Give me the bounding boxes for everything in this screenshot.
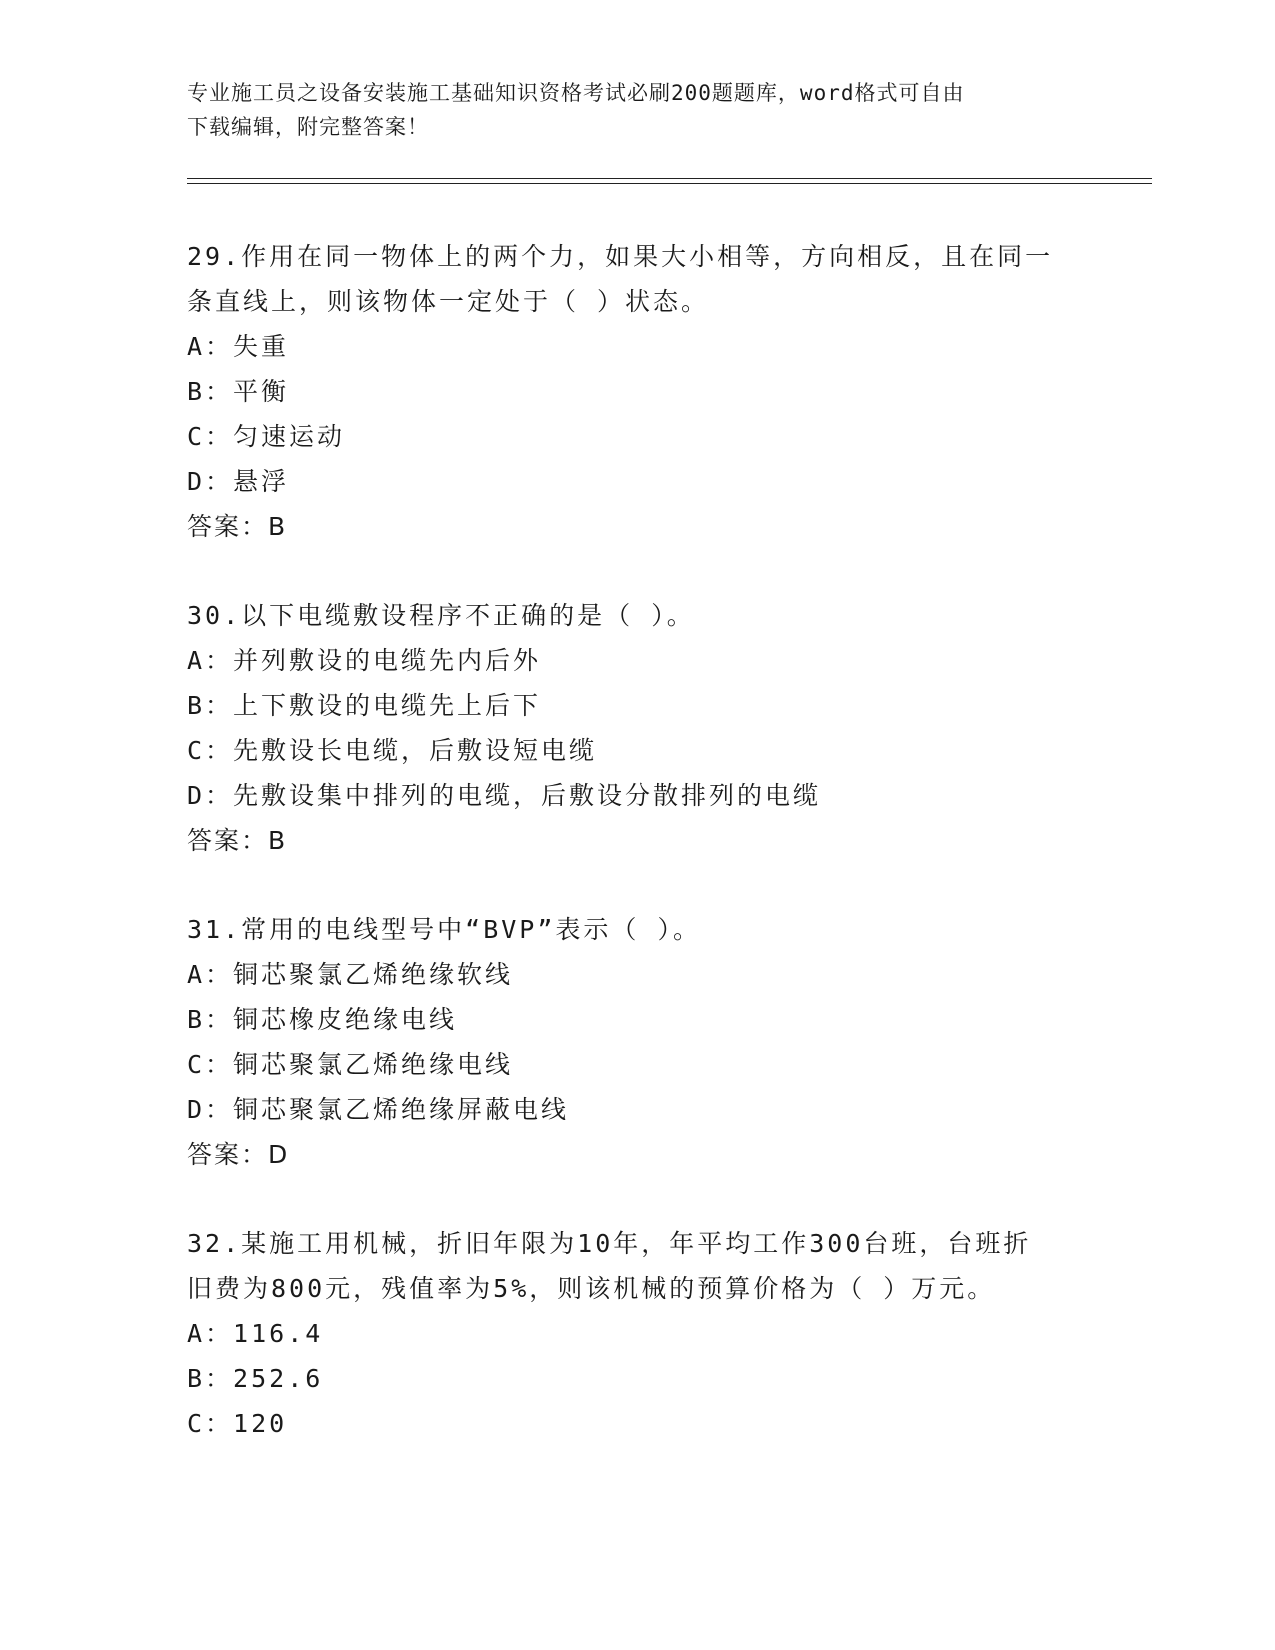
question-30: [187, 593, 1087, 863]
option-b: B：平衡: [187, 377, 290, 406]
option-c: C：铜芯聚氯乙烯绝缘电线: [187, 1050, 514, 1079]
question-29: [187, 234, 1087, 549]
header-divider-top: [187, 178, 1152, 179]
header-line-1: 专业施工员之设备安装施工基础知识资格考试必刷200题题库，word格式可自由: [187, 81, 965, 105]
question-text-line-1: 31.常用的电线型号中“BVP”表示（ ）。: [187, 915, 701, 944]
answer: 答案：D: [187, 1140, 290, 1169]
option-d: D：悬浮: [187, 467, 290, 496]
answer: 答案：B: [187, 826, 288, 855]
option-c: C：先敷设长电缆，后敷设短电缆: [187, 736, 598, 765]
option-d: D：铜芯聚氯乙烯绝缘屏蔽电线: [187, 1095, 570, 1124]
option-a: A：116.4: [187, 1319, 324, 1348]
option-d: D：先敷设集中排列的电缆，后敷设分散排列的电缆: [187, 781, 822, 810]
option-c: C：120: [187, 1409, 288, 1438]
header-divider-bottom: [187, 183, 1152, 184]
option-b: B：上下敷设的电缆先上后下: [187, 691, 542, 720]
question-text-line-1: 29.作用在同一物体上的两个力，如果大小相等，方向相反，且在同一: [187, 242, 1054, 271]
question-text-line-1: 30.以下电缆敷设程序不正确的是（ ）。: [187, 601, 695, 630]
question-list: [187, 234, 1087, 1490]
option-a: A：铜芯聚氯乙烯绝缘软线: [187, 960, 514, 989]
option-c: C：匀速运动: [187, 422, 346, 451]
option-b: B：252.6: [187, 1364, 324, 1393]
document-header: [187, 76, 1067, 144]
option-b: B：铜芯橡皮绝缘电线: [187, 1005, 458, 1034]
question-text-line-2: 条直线上，则该物体一定处于（ ）状态。: [187, 287, 710, 316]
header-line-2: 下载编辑，附完整答案！: [187, 115, 429, 139]
question-text-line-1: 32.某施工用机械，折旧年限为10年，年平均工作300台班，台班折: [187, 1229, 1032, 1258]
question-text-line-2: 旧费为800元，残值率为5%，则该机械的预算价格为（ ）万元。: [187, 1274, 996, 1303]
option-a: A：失重: [187, 332, 290, 361]
question-31: [187, 907, 1087, 1177]
answer: 答案：B: [187, 512, 288, 541]
question-32: [187, 1221, 1087, 1446]
option-a: A：并列敷设的电缆先内后外: [187, 646, 542, 675]
